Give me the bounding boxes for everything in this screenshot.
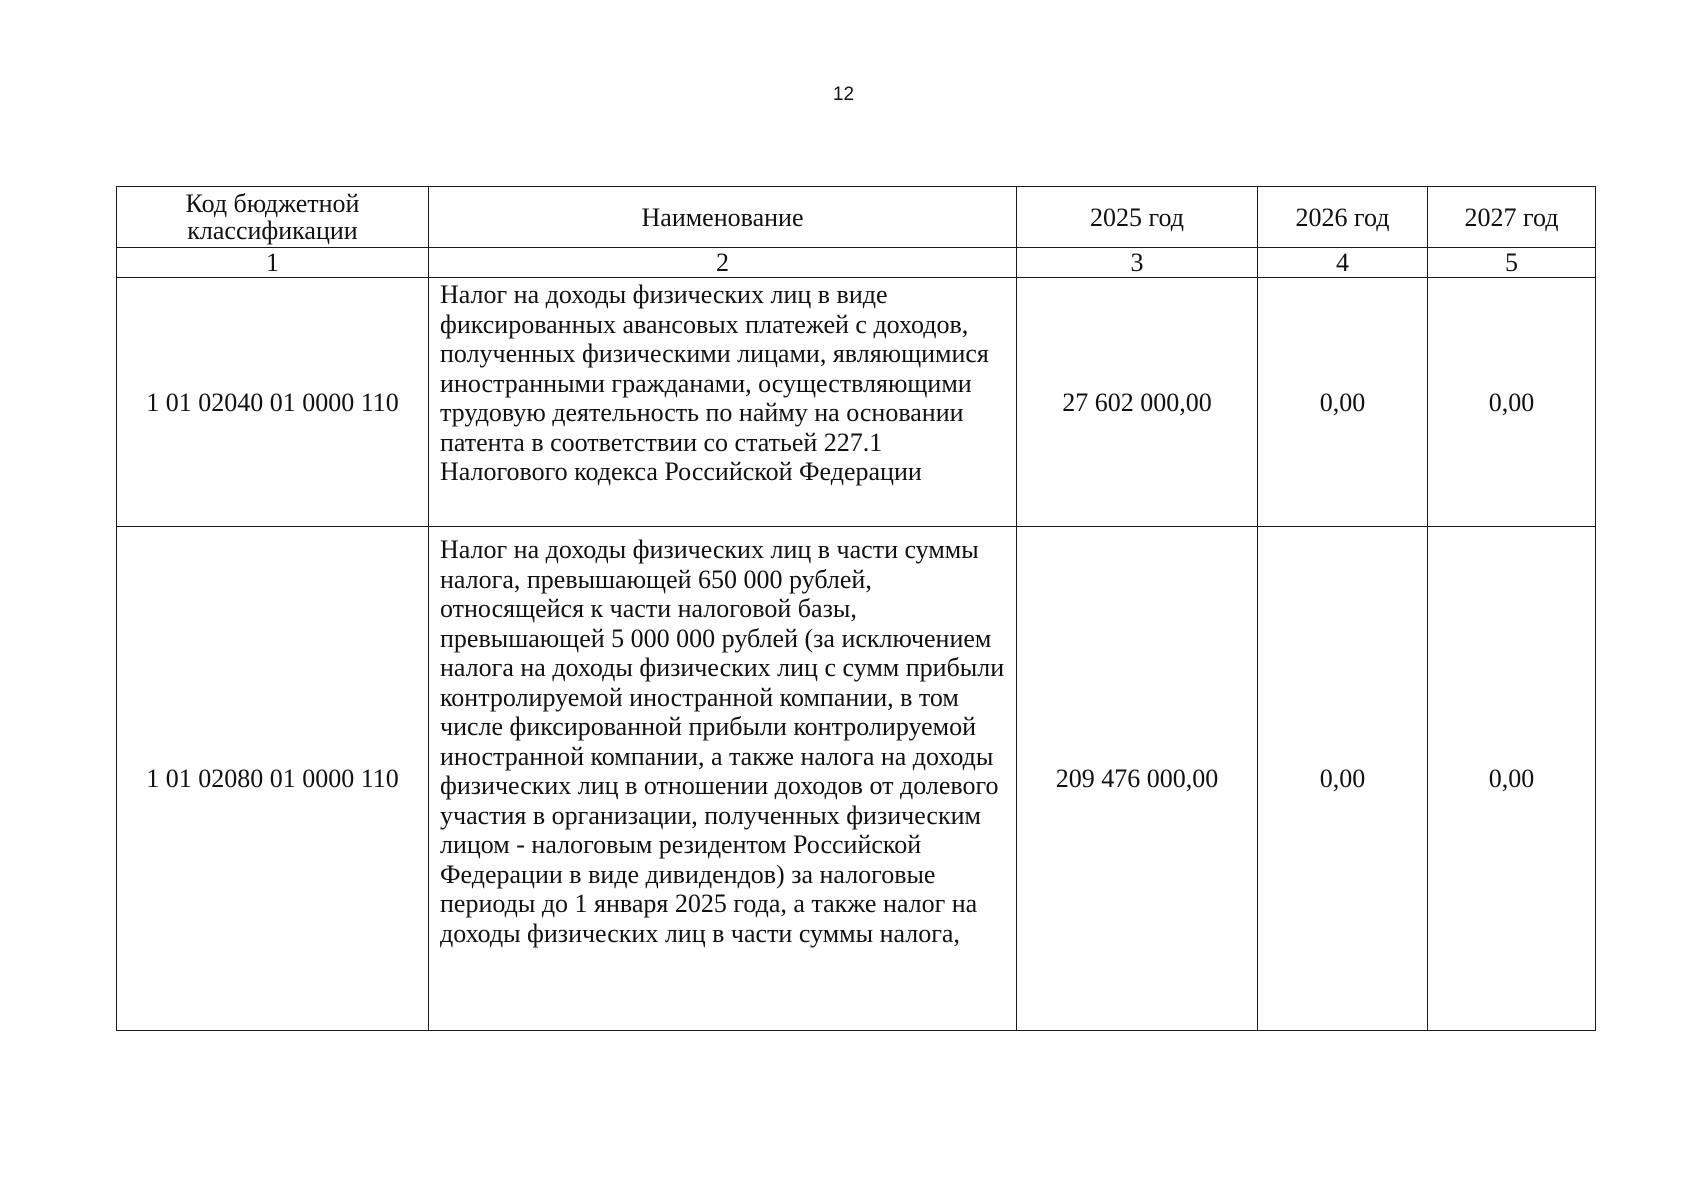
budget-code-cell: 1 01 02080 01 0000 110 <box>117 527 429 1031</box>
column-number: 5 <box>1428 248 1596 278</box>
amount-2027-cell: 0,00 <box>1428 527 1596 1031</box>
table-header-row <box>117 187 1596 248</box>
header-year-2027: 2027 год <box>1428 187 1596 248</box>
column-number: 3 <box>1017 248 1258 278</box>
amount-2027-cell: 0,00 <box>1428 278 1596 527</box>
column-number: 1 <box>117 248 429 278</box>
amount-2026-cell: 0,00 <box>1258 527 1428 1031</box>
header-year-2026: 2026 год <box>1258 187 1428 248</box>
budget-code-cell: 1 01 02040 01 0000 110 <box>117 278 429 527</box>
header-year-2025: 2025 год <box>1017 187 1258 248</box>
column-number-row <box>117 248 1596 278</box>
column-number: 4 <box>1258 248 1428 278</box>
name-cell: Налог на доходы физических лиц в части суммы налога, превышающей 650 000 рублей, относящейся к части налоговой базы, превышающей 5 000 000 рублей (за исключением налога на доходы физических лиц с сумм прибыли контролируемой иностранной компании, в том числе фиксированной прибыли контролируемой иностранной компании, а также налога на доходы физических лиц в отношении доходов от долевого участия в организации, полученных физическим лицом - налоговым резидентом Российской Федерации в виде дивидендов) за налоговые периоды до 1 января 2025 года, а также налог на доходы физических лиц в части суммы налога, <box>429 527 1017 1031</box>
header-code: Код бюджетной классификации <box>117 187 429 248</box>
amount-2025-cell: 27 602 000,00 <box>1017 278 1258 527</box>
column-number: 2 <box>429 248 1017 278</box>
amount-2025-cell: 209 476 000,00 <box>1017 527 1258 1031</box>
table-row <box>117 278 1596 527</box>
amount-2026-cell: 0,00 <box>1258 278 1428 527</box>
budget-revenue-table <box>116 186 1596 1031</box>
header-name: Наименование <box>429 187 1017 248</box>
name-cell: Налог на доходы физических лиц в виде фиксированных авансовых платежей с доходов, полученных физическими лицами, являющимися иностранными гражданами, осуществляющими трудовую деятельность по найму на основании патента в соответствии со статьей 227.1 Налогового кодекса Российской Федерации <box>429 278 1017 527</box>
table-row <box>117 527 1596 1031</box>
page-number: 12 <box>832 84 855 105</box>
